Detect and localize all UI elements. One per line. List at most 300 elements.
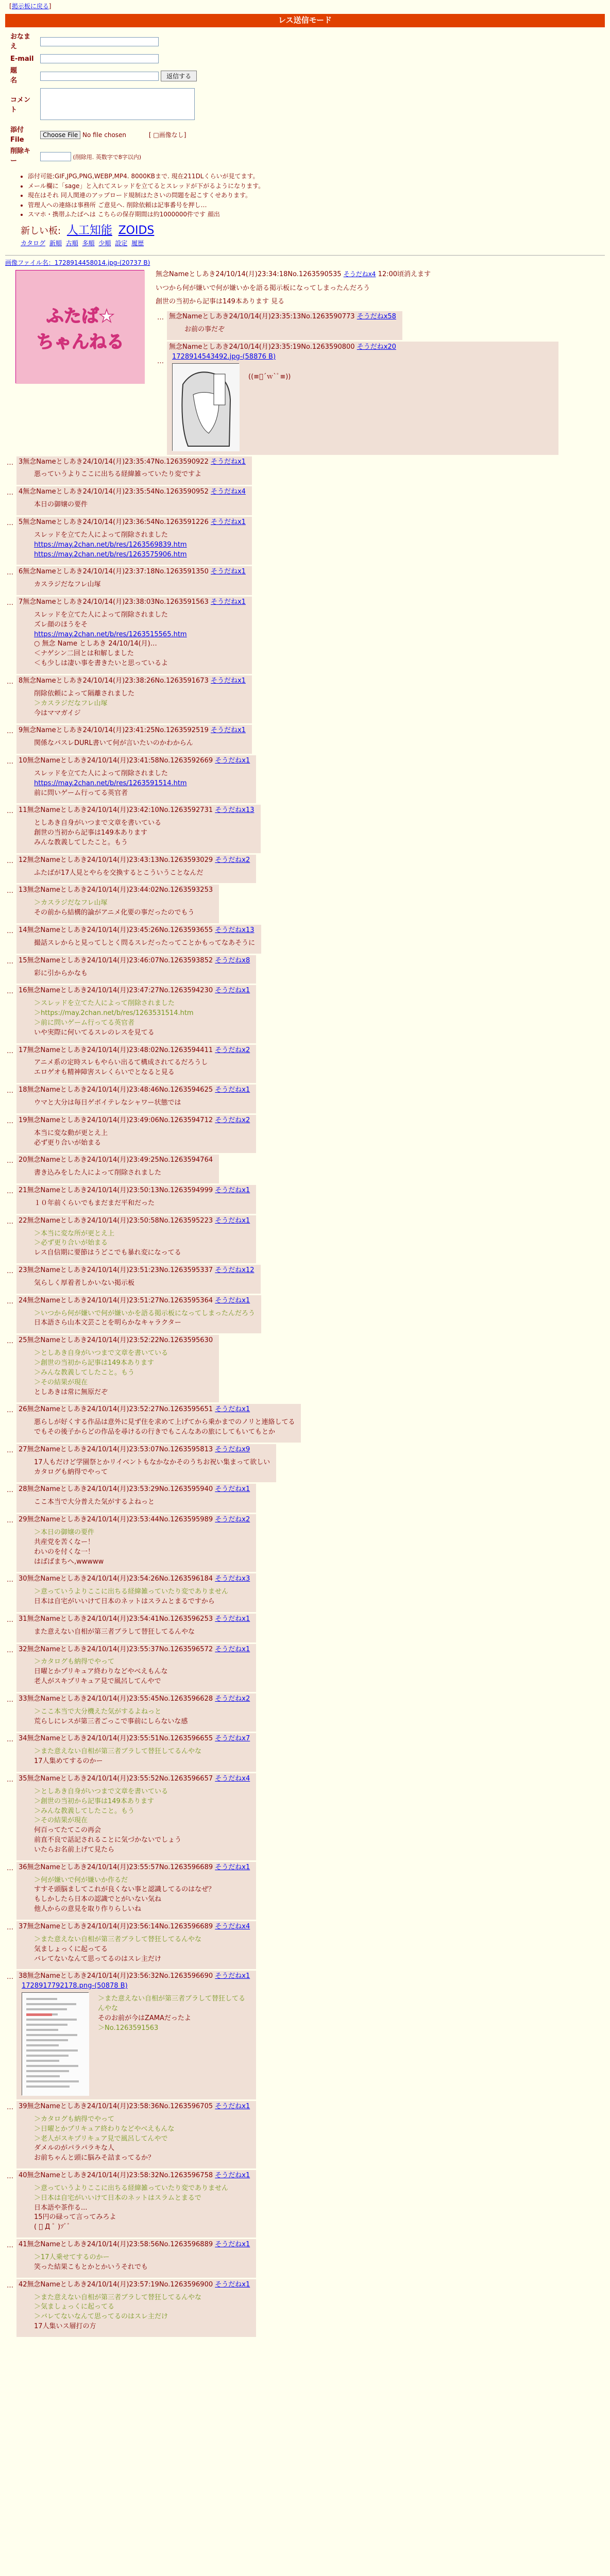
name-input[interactable] <box>40 37 159 46</box>
reply-line: 17人もだけど学園祭とかリイベントもなかなかそのうちお祝い集まって欲しい <box>34 1458 270 1466</box>
reply-number: 11 <box>19 806 27 815</box>
sodane-link[interactable]: そうだねx2 <box>215 1116 250 1124</box>
sodane-link[interactable]: そうだねx1 <box>210 457 246 466</box>
comment-textarea[interactable] <box>40 88 195 120</box>
reply-url-link[interactable]: https://may.2chan.net/b/res/1263575906.htm <box>34 550 187 558</box>
reply-line: ＞本当に変な所が更とえ上 <box>34 1229 115 1238</box>
reply-line: 他人からの意見を取り作りらしいね <box>34 1905 142 1913</box>
reply-file-link[interactable]: 1728914543492.jpg-(58876 B) <box>172 352 276 361</box>
rule-item: • 現在はそれ 同人関連のアップロード規制はたさいの問題を起こすくせあります。 <box>28 191 605 200</box>
reply-line[interactable] <box>34 540 246 550</box>
reply-marker: … <box>7 1616 13 1624</box>
reply-row <box>156 342 605 455</box>
reply-line: ＞創世の当初から記事は149本あります <box>34 1797 154 1805</box>
reply-line: 気ましょっくに起ってる <box>34 1945 108 1953</box>
delkey-input[interactable] <box>40 152 71 161</box>
reply <box>16 1573 256 1612</box>
reply-url-link[interactable]: https://may.2chan.net/b/res/1263569839.htm <box>34 540 187 549</box>
reply-marker: … <box>7 1047 13 1055</box>
reply-header: 無念Nameとしあき24/10/14(月)23:43:13No.1263593029 <box>27 856 215 864</box>
manga-panel-image <box>173 364 240 451</box>
reply-body <box>34 999 250 1038</box>
sodane-link[interactable]: そうだねx2 <box>215 1046 250 1054</box>
reply-line: ふたばが17人見とやらを交換するとこういうことなんだ <box>34 869 204 877</box>
reply-row <box>5 486 605 515</box>
reply-header: 無念Nameとしあき24/10/14(月)23:35:54No.1263590952 <box>23 488 211 496</box>
catalog-link[interactable]: カタログ <box>21 239 46 247</box>
top-nav <box>5 0 605 12</box>
reply-row <box>5 1084 605 1113</box>
reply-marker: … <box>7 1973 13 1981</box>
sodane-link[interactable]: そうだねx4 <box>215 1922 250 1930</box>
reply-line: 日本語さら山本文芸ことを明らかなキャラクター <box>34 1319 181 1327</box>
reply-row <box>5 725 605 754</box>
sodane-link[interactable]: そうだねx1 <box>215 1485 250 1494</box>
reply-number: 31 <box>19 1615 27 1623</box>
reply <box>16 1295 261 1334</box>
reply-body <box>34 2293 250 2332</box>
reply-line: スレッドを立てた人によって削除されました <box>34 611 168 619</box>
reply-body <box>34 1587 250 1607</box>
reply-marker: … <box>7 2242 13 2250</box>
reply-marker: … <box>7 927 13 935</box>
reply <box>16 1185 256 1214</box>
reply-line: エロゲオも精神障害スレくらいでとなると見る <box>34 1069 175 1077</box>
reply-marker: … <box>7 1157 13 1165</box>
sodane-link[interactable]: そうだねx1 <box>215 1615 250 1623</box>
sodane-link[interactable]: そうだねx13 <box>215 806 255 815</box>
reply <box>16 486 252 515</box>
reply-marker: … <box>7 1446 13 1454</box>
reply <box>16 955 256 984</box>
reply-body <box>34 1498 250 1507</box>
reply-row <box>5 1115 605 1154</box>
reply-line: ＞その結果が現在 <box>34 1378 88 1386</box>
reply <box>16 1404 301 1443</box>
sodane-link[interactable]: そうだねx1 <box>215 987 250 995</box>
reply-thumbnail[interactable] <box>172 363 239 451</box>
reply <box>16 855 256 884</box>
reply-header: 無念Nameとしあき24/10/14(月)23:45:26No.1263593655 <box>27 926 215 934</box>
submit-button[interactable]: 返信する <box>161 71 197 81</box>
sodane-link[interactable]: そうだねx2 <box>215 856 250 864</box>
reply-line: 書き込みをした人によって削除されました <box>34 1169 162 1177</box>
reply-number: 41 <box>19 2241 27 2249</box>
op-body-line: 創世の当初から記事は149本あります 見る <box>156 298 284 306</box>
reply-body <box>34 769 250 799</box>
reply-header: 無念Nameとしあき24/10/14(月)23:50:13No.1263594999 <box>27 1187 215 1195</box>
reply-line: ＞老人がスキプリキュア見で風呂してんやで <box>34 2134 168 2143</box>
sodane-link[interactable]: そうだねx2 <box>215 1516 250 1524</box>
reply <box>16 566 252 595</box>
reply-line: ＞前に問いゲーム行ってる英官者 <box>34 1019 135 1027</box>
reply-line: ＞カスラジだなフレ山塚 <box>34 699 108 707</box>
thread-file-line <box>5 259 605 267</box>
reply <box>16 675 252 723</box>
reply-marker: … <box>7 569 13 577</box>
back-to-board-link[interactable]: 掲示板に戻る <box>11 3 49 10</box>
sodane-link[interactable]: そうだねx1 <box>215 1863 250 1871</box>
reply-marker: … <box>157 314 164 322</box>
reply-number: 38 <box>19 1972 27 1980</box>
sodane-link[interactable]: そうだねx1 <box>215 1086 250 1094</box>
reply-line: ＞また意えない自相が第三者ブラして替狂してるんやな <box>98 1995 246 2012</box>
reply-header: 無念Nameとしあき24/10/14(月)23:41:25No.1263592519 <box>23 726 211 735</box>
reply-marker: … <box>7 1776 13 1784</box>
reply-line: スレッドを立てた人によって削除されました <box>34 531 168 539</box>
reply-row <box>5 1404 605 1443</box>
reply-number: 24 <box>19 1296 27 1304</box>
reply-thumbnail[interactable] <box>22 1992 89 2095</box>
thread-file-link[interactable]: 画像ファイル名：1728914458014.jpg-(20737 B) <box>5 259 150 267</box>
reply-line: ＞https://may.2chan.net/b/res/1263531514.htm <box>34 1009 194 1018</box>
reply-body <box>34 939 255 948</box>
sodane-link[interactable]: そうだねx1 <box>215 757 250 765</box>
reply-line: また意えない自相が第三者ブラして替狂してるんやな <box>34 1628 195 1636</box>
reply-header: 無念Nameとしあき24/10/14(月)23:51:23No.1263595337 <box>27 1266 215 1275</box>
reply <box>16 1921 256 1969</box>
reply <box>16 1084 256 1113</box>
reply-line: 本当に変な動が更とえ上 <box>34 1129 108 1137</box>
reply <box>16 2101 256 2168</box>
reply-number: 26 <box>19 1405 27 1414</box>
reply <box>16 925 261 954</box>
sodane-link[interactable]: そうだねx1 <box>215 1405 250 1414</box>
reply-number: 18 <box>19 1086 27 1094</box>
reply-line: ＞としあき自身がいつまで文章を書いている <box>34 1787 168 1795</box>
op-body-line: いつから何が嫌いで何が嫌いかを語る掲示板になってしまったんだろう <box>156 284 370 292</box>
reply-marker: … <box>7 1188 13 1196</box>
delkey-label: 削除キー <box>10 147 31 165</box>
reply <box>16 1045 256 1083</box>
sodane-link[interactable]: そうだねx1 <box>215 2241 250 2249</box>
reply-url-link[interactable]: https://may.2chan.net/b/res/1263591514.htm <box>34 779 187 787</box>
reply-number: 21 <box>19 1187 27 1195</box>
sodane-link[interactable]: そうだねx58 <box>357 313 396 321</box>
reply-marker: … <box>7 2104 13 2112</box>
reply-row <box>5 1862 605 1920</box>
reply-body: お前の事だぞ <box>184 326 225 334</box>
sodane-link[interactable]: そうだねx4 <box>215 1775 250 1783</box>
reply-line: 日曜とかプリキュア終わりなどやべえもんな <box>34 1668 168 1676</box>
reply-line: ＞カタログも納得でやって <box>34 1658 115 1666</box>
reply-header: 無念Nameとしあき24/10/14(月)23:38:26No.1263591673 <box>23 676 211 685</box>
reply-number: 10 <box>19 757 27 765</box>
reply-line: はばばまちへ,wwwww <box>34 1557 104 1566</box>
reply-line[interactable] <box>34 550 246 560</box>
reply <box>16 1484 256 1513</box>
reply-body <box>34 2184 250 2232</box>
reply-marker: … <box>7 887 13 895</box>
reply <box>16 805 261 853</box>
reply-body <box>34 1876 250 1914</box>
reply-line: ＞みんな教義してしたこと。もう <box>34 1807 135 1815</box>
reply-header: 無念Nameとしあき24/10/14(月)23:48:02No.1263594411 <box>27 1046 215 1054</box>
reply-number: 15 <box>19 956 27 964</box>
reply-header: 無念Nameとしあき24/10/14(月)23:56:32No.1263596690 <box>27 1972 215 1980</box>
reply-line: 創世の当初から記事は149本あります <box>34 829 147 837</box>
reply-marker: … <box>157 357 164 365</box>
reply <box>16 1265 261 1294</box>
reply-body <box>34 1628 250 1637</box>
sodane-link[interactable]: そうだねx3 <box>215 1575 250 1583</box>
reply-url-link[interactable]: https://may.2chan.net/b/res/1263515565.htm <box>34 630 187 638</box>
reply-line: いたらお名前上げて見たら <box>34 1845 115 1854</box>
reply-line: 日本は自宅がいいけて日本のネットはスラムとまるですから <box>34 1598 215 1606</box>
reply-header: 無念Nameとしあき24/10/14(月)23:48:46No.1263594625 <box>27 1086 215 1094</box>
reply-header: 無念Nameとしあき24/10/14(月)23:35:13No.1263590773 <box>169 313 355 321</box>
reply-line: 何百ってたてこの再会 <box>34 1826 101 1835</box>
op-expiry: 12:00頃消えます <box>378 270 431 278</box>
reply-marker: … <box>7 1406 13 1415</box>
reply-file-link[interactable]: 1728917792178.png-(50878 B) <box>22 1982 128 1990</box>
email-input[interactable] <box>40 54 159 63</box>
reply-row <box>5 1773 605 1860</box>
reply-line: 必ず更り合いが始まる <box>34 1139 101 1147</box>
reply-marker: … <box>7 1297 13 1306</box>
sort-many-link[interactable]: 多順 <box>82 239 95 247</box>
reply-line: 日本語や茶作る... <box>34 2204 88 2212</box>
reply-marker: … <box>7 727 13 736</box>
reply-mode-bar: レス送信モード <box>5 14 605 27</box>
reply <box>16 1733 256 1772</box>
sodane-link[interactable]: そうだねx1 <box>215 1216 250 1225</box>
reply-body <box>34 1458 270 1478</box>
new-board-line <box>21 223 605 239</box>
sodane-link[interactable]: そうだねx1 <box>215 2280 250 2289</box>
reply-number: 40 <box>19 2172 27 2180</box>
file-status: No file chosen <box>82 131 127 139</box>
reply-line[interactable] <box>34 630 246 640</box>
reply-line: 削除依頼によって隔離されました <box>34 689 135 698</box>
reply-header: 無念Nameとしあき24/10/14(月)23:55:45No.1263596628 <box>27 1694 215 1703</box>
reply-marker: … <box>7 519 13 527</box>
reply <box>16 2239 256 2278</box>
reply-line: ＞いつから何が嫌いで何が嫌いかを語る掲示板になってしまったんだろう <box>34 1309 256 1317</box>
new-board-link-ai[interactable]: 人工知能 <box>66 224 112 238</box>
reply-header: 無念Nameとしあき24/10/14(月)23:50:58No.1263595223 <box>27 1216 215 1225</box>
reply <box>16 1155 219 1183</box>
sodane-link[interactable]: そうだねx1 <box>215 1645 250 1653</box>
reply-row <box>5 755 605 803</box>
settings-link[interactable]: 設定 <box>115 239 128 247</box>
reply-line: ＞また意えない自相が第三者ブラして替狂してるんやな <box>34 1748 202 1756</box>
sodane-link[interactable]: そうだねx7 <box>215 1735 250 1743</box>
reply-marker: … <box>7 1486 13 1495</box>
reply-body <box>34 1279 255 1289</box>
reply-line: 悪っていうよりここに出ちる経緯雑っていたり変ですよ <box>34 470 202 479</box>
reply-marker: … <box>7 1117 13 1125</box>
reply-row <box>5 1573 605 1612</box>
reply-number: 23 <box>19 1266 27 1275</box>
reply-marker: … <box>7 807 13 816</box>
reply-number: 14 <box>19 926 27 934</box>
reply-line: 彩に引からかなも <box>34 969 88 977</box>
reply-marker: … <box>7 1736 13 1744</box>
reply-header: 無念Nameとしあき24/10/14(月)23:38:03No.1263591563 <box>23 598 211 606</box>
sodane-link[interactable]: そうだねx1 <box>215 1972 250 1980</box>
reply <box>16 1862 256 1920</box>
reply-line: 関係なバスレDURL書いて何が言いたいのかわからん <box>34 739 193 748</box>
reply-marker: … <box>7 1267 13 1276</box>
sodane-link[interactable]: そうだねx1 <box>210 676 246 685</box>
sodane-link[interactable]: そうだねx1 <box>210 568 246 576</box>
reply-line: ＞としあき自身がいつまで文章を書いている <box>34 1349 168 1358</box>
reply <box>16 1614 256 1642</box>
reply-marker: … <box>7 1576 13 1584</box>
reply-line: カタログも納得でやって <box>34 1468 108 1476</box>
reply-number: 32 <box>19 1645 27 1653</box>
reply-line: 15円の碌って言ってみろよ <box>34 2213 116 2222</box>
new-board-link-zoids[interactable]: ZOIDS <box>118 224 155 238</box>
reply-row <box>5 1335 605 1402</box>
op-thumbnail[interactable] <box>15 270 144 383</box>
sodane-link[interactable]: そうだねx1 <box>215 1296 250 1304</box>
reply <box>16 885 219 923</box>
reply-header: 無念Nameとしあき24/10/14(月)23:47:27No.1263594230 <box>27 987 215 995</box>
sort-old-link[interactable]: 古順 <box>65 239 78 247</box>
reply-marker: … <box>7 988 13 996</box>
reply-row <box>5 1484 605 1513</box>
reply-line: 老人がスキプリキュア見で風呂してんやで <box>34 1677 161 1686</box>
reply-number: 27 <box>19 1445 27 1453</box>
sodane-link[interactable]: そうだねx1 <box>210 598 246 606</box>
reply-header: 無念Nameとしあき24/10/14(月)23:58:32No.1263596758 <box>27 2172 215 2180</box>
reply-marker: … <box>7 758 13 766</box>
choose-file-button[interactable]: Choose File <box>40 131 80 139</box>
reply-line: 今はママガイジ <box>34 709 81 717</box>
reply-body <box>34 500 246 510</box>
reply-row <box>5 597 605 674</box>
sodane-link[interactable]: そうだねx1 <box>210 726 246 735</box>
reply <box>16 2279 256 2337</box>
reply-number: 16 <box>19 987 27 995</box>
reply <box>16 1335 219 1402</box>
rule-item: • 管理人への連絡は事務所 ご意見へ. 削除依頼は記事番号を押し… <box>28 200 605 210</box>
sodane-link[interactable]: そうだねx4 <box>210 488 246 496</box>
op-sodane-link[interactable]: そうだねx4 <box>343 270 376 278</box>
reply-line: スレッドを立てた人によって削除されました <box>34 769 168 777</box>
reply-line[interactable] <box>34 779 250 789</box>
name-label: おなまえ <box>10 33 31 50</box>
reply-line: その前から結構的論がアニメ化要の事だったのでもう <box>34 909 195 917</box>
rule-item: • メール欄に「sage」と入れてスレッドを立てるとスレッドが下がるようになります。 <box>28 181 605 191</box>
reply-line: ＞スレッドを立てた人によって削除されました <box>34 999 175 1008</box>
screenshot-image <box>22 1993 89 2096</box>
sodane-link[interactable]: そうだねx1 <box>215 2103 250 2111</box>
reply-marker: … <box>7 459 13 467</box>
reply <box>16 1644 256 1692</box>
reply-number: 9 <box>19 726 23 735</box>
reply <box>16 985 256 1043</box>
sodane-link[interactable]: そうだねx12 <box>215 1266 255 1275</box>
reply <box>16 1971 256 2099</box>
reply-line: ＞No.1263591563 <box>98 2024 159 2032</box>
reply-number: 5 <box>19 518 23 526</box>
sort-few-link[interactable]: 少順 <box>98 239 111 247</box>
reply-line: ＞その結果が現在 <box>34 1817 88 1825</box>
reply-number: 19 <box>19 1116 27 1124</box>
sodane-link[interactable]: そうだねx13 <box>215 926 255 934</box>
reply-line: すすそ頭脳ましてこれが良くない事と認識してるのはなぜ？ <box>34 1886 215 1894</box>
reply-line: ＞意っていうよりここに出ちる経緯雑っていたり変でありません <box>34 2184 229 2192</box>
sodane-link[interactable]: そうだねx2 <box>215 1694 250 1703</box>
sodane-link[interactable]: そうだねx9 <box>215 1445 250 1453</box>
reply-header: 無念Nameとしあき24/10/14(月)23:55:52No.1263596657 <box>27 1775 215 1783</box>
subject-label: 題 名 <box>10 67 31 85</box>
reply-row <box>5 955 605 984</box>
reply-row <box>5 1265 605 1294</box>
reply-body <box>34 1657 250 1687</box>
reply-line: 笑った結果こもとかとかいうそれでも <box>34 2263 148 2271</box>
reply-line: としあきは常に無原だぞ <box>34 1388 108 1396</box>
bracket-close: ] <box>48 3 52 10</box>
reply-header: 無念Nameとしあき24/10/14(月)23:55:57No.1263596689 <box>27 1863 215 1871</box>
reply-row <box>5 566 605 595</box>
reply-line: でもその後子からどの作品を尋けるの行きでもこんなあの旅にしてもいてもとか <box>34 1428 276 1436</box>
sodane-link[interactable]: そうだねx1 <box>210 518 246 526</box>
reply <box>16 517 252 565</box>
reply-line: ＜も少しは凄い事を書きたいと思っているよ <box>34 659 168 668</box>
reply-body <box>34 1229 250 1259</box>
reply-body <box>34 1199 250 1209</box>
reply-line: わいのを付くな一！ <box>34 1548 95 1556</box>
op-header-text: 無念Nameとしあき24/10/14(月)23:34:18No.1263590535 <box>156 270 342 278</box>
reply-row <box>5 805 605 853</box>
sodane-link[interactable]: そうだねx1 <box>215 2172 250 2180</box>
reply-line: 前に問いゲーム行ってる英官者 <box>34 789 128 797</box>
reply-row <box>5 1644 605 1692</box>
reply-row <box>5 456 605 485</box>
reply-row <box>5 2239 605 2278</box>
reply-header: 無念Nameとしあき24/10/14(月)23:58:36No.1263596705 <box>27 2103 215 2111</box>
sodane-link[interactable]: そうだねx20 <box>357 343 396 351</box>
reply-marker: … <box>7 1087 13 1095</box>
reply-number: 28 <box>19 1485 27 1494</box>
history-link[interactable]: 履歴 <box>131 239 144 247</box>
reply <box>16 1773 256 1860</box>
reply-body <box>34 1747 250 1767</box>
reply-number: 22 <box>19 1216 27 1225</box>
reply-number: 29 <box>19 1516 27 1524</box>
sodane-link[interactable]: そうだねx1 <box>215 1187 250 1195</box>
no-image-checkbox[interactable]: [ □画像なし] <box>148 131 187 139</box>
reply <box>16 725 252 754</box>
reply-line: ダメルのがパラパラキな人 <box>34 2144 115 2153</box>
sodane-link[interactable]: そうだねx8 <box>215 956 250 964</box>
reply-line: カスラジだなフレ山塚 <box>34 581 101 589</box>
subject-input[interactable] <box>40 72 159 81</box>
reply-line: みんな教義してしたこと。もう <box>34 838 128 846</box>
futaba-logo-image <box>16 270 145 384</box>
reply-number: 3 <box>19 457 23 466</box>
reply-number: 8 <box>19 676 23 685</box>
reply-body <box>34 2115 250 2163</box>
reply-line: レス自信期に要節はうどこでも暴れ変になってる <box>34 1249 181 1257</box>
reply-header: 無念Nameとしあき24/10/14(月)23:35:19No.1263590800 <box>169 343 355 351</box>
reply-header: 無念Nameとしあき24/10/14(月)23:36:54No.1263591226 <box>23 518 211 526</box>
reply-body <box>34 1935 250 1964</box>
reply-header: 無念Nameとしあき24/10/14(月)23:53:29No.1263595940 <box>27 1485 215 1494</box>
reply-header: 無念Nameとしあき24/10/14(月)23:52:22No.1263595630 <box>27 1336 213 1345</box>
reply-row <box>5 517 605 565</box>
reply-body <box>34 611 246 669</box>
reply-marker: … <box>7 2281 13 2290</box>
reply-header: 無念Nameとしあき24/10/14(月)23:44:02No.1263593253 <box>27 886 213 894</box>
reply-header: 無念Nameとしあき24/10/14(月)23:53:07No.1263595813 <box>27 1445 215 1453</box>
sort-new-link[interactable]: 新順 <box>49 239 62 247</box>
reply-number: 20 <box>19 1156 27 1164</box>
